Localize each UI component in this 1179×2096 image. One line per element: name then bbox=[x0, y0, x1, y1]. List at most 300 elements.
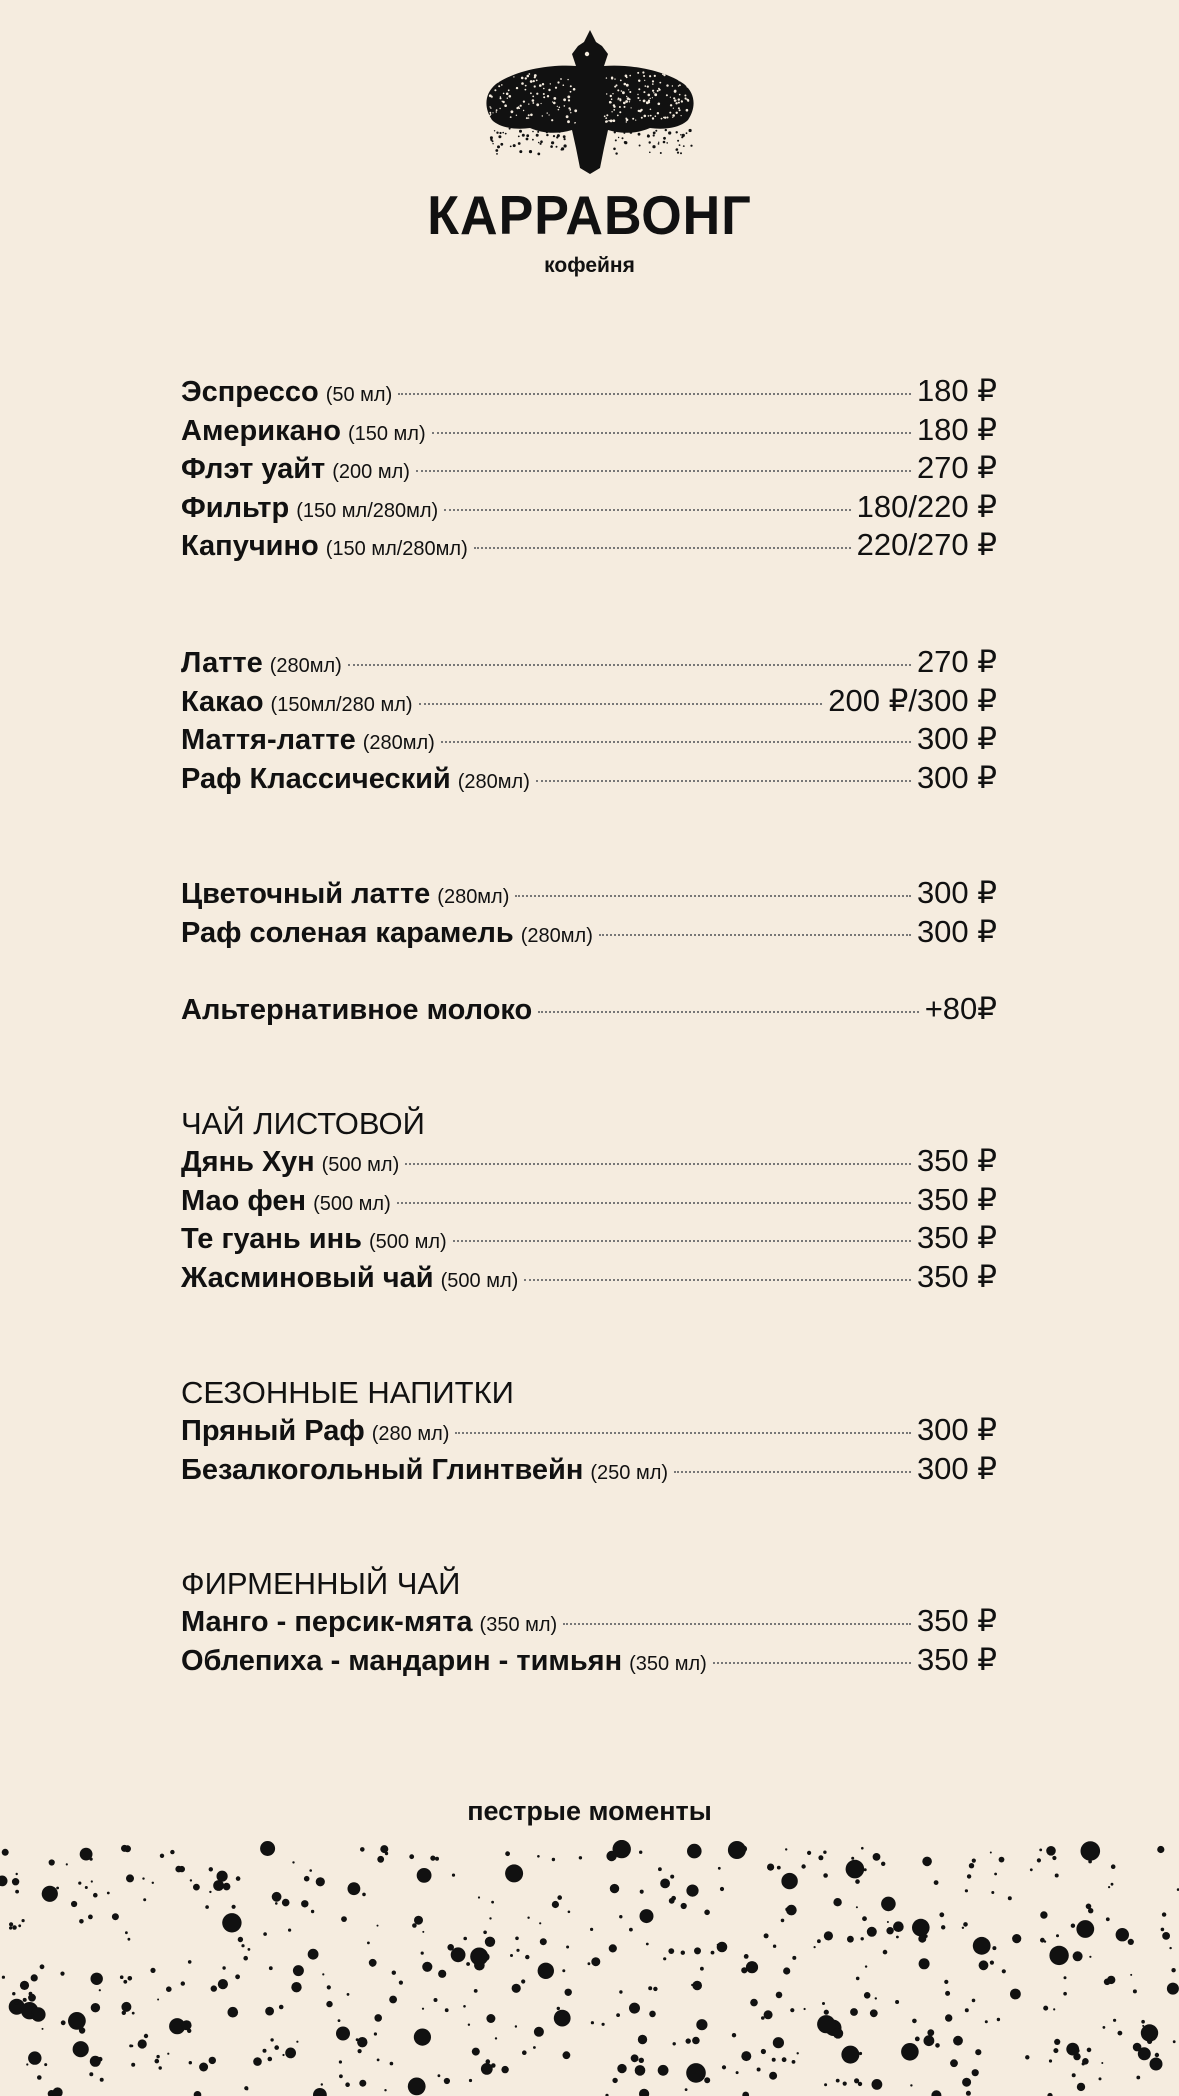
ink-speckle bbox=[241, 1944, 244, 1947]
ink-speckle bbox=[248, 1948, 251, 1951]
logo-dot bbox=[500, 97, 502, 99]
item-volume: (280 мл) bbox=[371, 1423, 450, 1445]
ink-speckle bbox=[268, 2057, 273, 2062]
logo-fringe-dot bbox=[668, 131, 671, 134]
logo-fringe-dot bbox=[679, 144, 681, 146]
logo-dot bbox=[626, 84, 629, 87]
logo-dot bbox=[502, 101, 504, 103]
logo-dot bbox=[623, 102, 626, 105]
ink-speckle bbox=[824, 1931, 833, 1940]
ink-speckle bbox=[438, 1970, 446, 1978]
ink-speckle bbox=[990, 1961, 994, 1965]
ink-speckle bbox=[68, 2012, 86, 2030]
ink-speckle bbox=[1162, 1932, 1170, 1940]
ink-speckle bbox=[717, 1942, 728, 1953]
ink-speckle bbox=[292, 1861, 294, 1863]
logo-dot bbox=[543, 96, 545, 98]
ink-speckle bbox=[1116, 1928, 1129, 1941]
dot-leader bbox=[474, 547, 851, 549]
logo-fringe-dot bbox=[653, 134, 655, 136]
logo-dot bbox=[659, 82, 661, 84]
ink-speckle bbox=[522, 2050, 527, 2055]
ink-speckle bbox=[282, 1899, 290, 1907]
ink-speckle bbox=[841, 2046, 859, 2064]
dot-leader bbox=[524, 1279, 911, 1281]
logo-dot bbox=[676, 112, 678, 114]
ink-speckle bbox=[345, 2082, 350, 2087]
logo-dot bbox=[528, 103, 529, 104]
ink-speckle bbox=[348, 1882, 361, 1895]
logo-dot bbox=[528, 73, 530, 75]
ink-speckle bbox=[541, 1971, 544, 1974]
item-name: Жасминовый чай bbox=[181, 1261, 434, 1294]
ink-speckle bbox=[746, 1961, 758, 1973]
ink-speckle bbox=[1055, 1874, 1059, 1878]
ink-speckle bbox=[16, 1873, 18, 1875]
logo-dot bbox=[618, 98, 620, 100]
ink-speckle bbox=[640, 1909, 654, 1923]
logo-dot bbox=[523, 110, 524, 111]
menu-item bbox=[181, 1259, 997, 1298]
ink-speckle bbox=[222, 1966, 225, 1969]
logo-fringe-dot bbox=[655, 130, 657, 132]
logo-fringe-dot bbox=[663, 137, 666, 140]
item-price: 180/220 ₽ bbox=[856, 488, 997, 524]
ink-speckle bbox=[617, 2064, 626, 2073]
ink-speckle bbox=[824, 2083, 827, 2086]
ink-speckle bbox=[901, 2043, 919, 2061]
logo-dot bbox=[516, 107, 518, 109]
logo-dot bbox=[496, 111, 497, 112]
logo-dot bbox=[534, 85, 536, 87]
ink-speckle bbox=[238, 1937, 243, 1942]
ink-speckle bbox=[631, 2054, 639, 2062]
dot-leader bbox=[563, 1623, 911, 1625]
dot-leader bbox=[455, 1432, 911, 1434]
ink-speckle bbox=[1088, 1908, 1093, 1913]
ink-speckle bbox=[14, 2001, 18, 2005]
ink-speckle bbox=[1155, 2053, 1159, 2057]
logo-dot bbox=[620, 80, 622, 82]
item-name: Пряный Раф bbox=[181, 1415, 365, 1447]
ink-speckle bbox=[15, 1890, 19, 1894]
ink-speckle bbox=[912, 2019, 917, 2024]
ink-speckle bbox=[859, 2052, 862, 2055]
ink-speckle bbox=[1002, 1969, 1006, 1973]
logo-dot bbox=[626, 96, 627, 97]
item-volume: (50 мл) bbox=[325, 384, 393, 406]
logo-fringe-dot bbox=[498, 135, 501, 138]
logo-fringe-dot bbox=[557, 134, 560, 137]
ink-speckle bbox=[270, 2038, 273, 2041]
logo-fringe-dot bbox=[545, 131, 547, 133]
ink-speckle bbox=[150, 1968, 155, 1973]
ink-speckle bbox=[1053, 2008, 1055, 2010]
logo-dot bbox=[642, 71, 644, 73]
dot-leader bbox=[536, 780, 911, 782]
ink-speckle bbox=[90, 2056, 101, 2067]
ink-speckle bbox=[658, 2065, 669, 2076]
ink-speckle bbox=[516, 1949, 519, 1952]
logo-fringe-dot bbox=[623, 132, 625, 134]
ink-speckle bbox=[896, 1936, 899, 1939]
menu-item bbox=[181, 412, 997, 451]
logo-dot bbox=[536, 103, 539, 106]
logo-dot bbox=[505, 77, 506, 78]
item-name: Те гуань инь bbox=[181, 1223, 362, 1255]
item-name: Латте bbox=[181, 647, 263, 679]
ink-speckle bbox=[339, 2074, 343, 2078]
logo-dot bbox=[648, 115, 650, 117]
section-title: ЧАЙ ЛИСТОВОЙ bbox=[181, 1106, 425, 1141]
ink-speckle bbox=[538, 1963, 554, 1979]
logo-dot bbox=[573, 88, 575, 90]
item-volume: (280мл) bbox=[437, 886, 510, 908]
ink-speckle bbox=[696, 2019, 707, 2030]
item-price: 300 ₽ bbox=[916, 875, 997, 910]
ink-speckle bbox=[610, 1884, 619, 1893]
ink-speckle bbox=[639, 2058, 644, 2063]
ink-speckle bbox=[336, 2027, 350, 2041]
menu-section-2 bbox=[181, 644, 997, 798]
logo-dot bbox=[566, 115, 569, 118]
ink-speckle bbox=[792, 1956, 796, 1960]
ink-speckle bbox=[144, 2034, 148, 2038]
ink-speckle bbox=[931, 2090, 941, 2096]
ink-speckle bbox=[539, 1922, 541, 1924]
logo-fringe-dot bbox=[686, 132, 688, 134]
logo-dot bbox=[504, 104, 507, 107]
logo-dot bbox=[523, 101, 525, 103]
logo-dot bbox=[643, 91, 645, 93]
ink-speckle bbox=[377, 2059, 380, 2062]
ink-speckle bbox=[663, 1957, 666, 1960]
ink-speckle bbox=[190, 1879, 192, 1881]
ink-speckle bbox=[552, 1901, 559, 1908]
ink-speckle bbox=[463, 1937, 467, 1941]
logo-dot bbox=[686, 109, 689, 112]
dot-leader bbox=[348, 664, 911, 666]
ink-speckle bbox=[534, 2027, 544, 2037]
logo-dot bbox=[657, 112, 659, 114]
logo-fringe-dot bbox=[529, 150, 532, 153]
item-price: 350 ₽ bbox=[916, 1181, 997, 1217]
logo-dot bbox=[611, 111, 612, 112]
logo-fringe-dot bbox=[537, 131, 539, 133]
logo-dot bbox=[495, 79, 497, 81]
logo-dot bbox=[497, 81, 499, 83]
item-price: 270 ₽ bbox=[916, 450, 997, 485]
ink-speckle bbox=[217, 1871, 228, 1882]
ink-speckle bbox=[157, 1999, 159, 2001]
ink-speckle bbox=[1167, 1983, 1179, 1995]
item-name: Мао фен bbox=[181, 1184, 307, 1217]
ink-speckle bbox=[817, 1939, 821, 1943]
ink-speckle bbox=[639, 1851, 642, 1854]
ink-speckle bbox=[481, 2063, 493, 2075]
ink-speckle bbox=[1056, 1934, 1059, 1937]
logo-fringe-dot bbox=[680, 134, 682, 136]
menu-section-3 bbox=[181, 875, 997, 952]
item-name: Капучино bbox=[181, 530, 319, 562]
ink-speckle bbox=[1043, 2006, 1048, 2011]
dot-leader bbox=[432, 432, 911, 434]
ink-speckle bbox=[591, 2021, 594, 2024]
ink-speckle bbox=[757, 2068, 761, 2072]
ink-speckle bbox=[873, 1853, 881, 1861]
ink-speckle bbox=[552, 1858, 555, 1861]
ink-speckle bbox=[527, 1917, 529, 1919]
logo-dot bbox=[618, 99, 619, 100]
ink-speckle bbox=[616, 2013, 620, 2017]
ink-speckle bbox=[1136, 2076, 1140, 2080]
ink-speckle bbox=[422, 1962, 432, 1972]
logo-fringe-dot bbox=[537, 153, 540, 156]
ink-speckle bbox=[123, 1980, 127, 1984]
ink-speckle bbox=[922, 1857, 932, 1867]
ink-speckle bbox=[804, 2008, 806, 2010]
ink-speckle bbox=[797, 2052, 799, 2054]
ink-speckle bbox=[99, 1989, 101, 1991]
ink-speckle bbox=[469, 2079, 472, 2082]
item-volume: (500 мл) bbox=[321, 1154, 400, 1176]
logo-dot bbox=[663, 117, 665, 119]
ink-speckle bbox=[854, 2078, 859, 2083]
ink-speckle bbox=[807, 1851, 811, 1855]
logo-dot bbox=[629, 101, 630, 102]
logo-dot bbox=[679, 94, 681, 96]
item-price: 300 ₽ bbox=[916, 1412, 997, 1447]
ink-speckle bbox=[304, 1876, 310, 1882]
ink-speckle bbox=[232, 1905, 236, 1909]
logo-dot bbox=[648, 94, 651, 97]
logo-dot bbox=[673, 108, 674, 109]
ink-speckle bbox=[629, 1928, 633, 1932]
ink-speckle bbox=[222, 1913, 241, 1932]
ink-speckle bbox=[788, 1874, 791, 1877]
ink-speckle bbox=[26, 2063, 28, 2065]
ink-speckle bbox=[692, 2037, 700, 2045]
ink-speckle bbox=[341, 1916, 347, 1922]
logo-dot bbox=[626, 121, 627, 122]
ink-speckle bbox=[685, 2088, 688, 2091]
logo-dot bbox=[684, 95, 686, 97]
ink-speckle bbox=[639, 2089, 649, 2096]
logo-dot bbox=[532, 96, 534, 98]
ink-speckle bbox=[66, 1863, 68, 1865]
logo-dot bbox=[613, 119, 616, 122]
ink-speckle bbox=[864, 1992, 871, 1999]
ink-speckle bbox=[653, 1987, 657, 1991]
logo-dot bbox=[637, 72, 639, 74]
ink-speckle bbox=[246, 2088, 248, 2090]
logo-dot bbox=[555, 87, 557, 89]
logo-dot bbox=[526, 117, 528, 119]
logo-fringe-dot bbox=[564, 144, 567, 147]
logo-dot bbox=[542, 115, 543, 116]
logo-fringe-dot bbox=[502, 132, 504, 134]
ink-speckle bbox=[924, 1935, 927, 1938]
ink-speckle bbox=[769, 2072, 777, 2080]
logo-dot bbox=[532, 99, 535, 102]
ink-speckle bbox=[773, 2037, 784, 2048]
logo-dot bbox=[557, 106, 558, 107]
logo-dot bbox=[521, 82, 524, 85]
ink-speckle bbox=[824, 2010, 829, 2015]
ink-speckle bbox=[358, 2049, 362, 2053]
ink-speckle bbox=[969, 1863, 974, 1868]
ink-speckle bbox=[1088, 1860, 1092, 1864]
ink-speckle bbox=[321, 2083, 323, 2085]
ink-speckle bbox=[658, 1867, 662, 1871]
ink-speckle bbox=[966, 2091, 971, 2096]
logo-fringe-dot bbox=[564, 138, 566, 140]
ink-speckle bbox=[1161, 1928, 1165, 1932]
menu-item bbox=[181, 1182, 997, 1221]
ink-speckle bbox=[409, 1854, 414, 1859]
logo-dot bbox=[536, 93, 538, 95]
logo-dot bbox=[605, 121, 607, 123]
logo-dot bbox=[654, 75, 656, 77]
ink-speckle bbox=[646, 1943, 649, 1946]
logo-dot bbox=[489, 106, 490, 107]
brand-subtitle: кофейня bbox=[544, 254, 635, 277]
logo-dot bbox=[496, 109, 498, 111]
item-name: Дянь Хун bbox=[181, 1146, 315, 1178]
logo-fringe-dot bbox=[665, 129, 667, 131]
ink-speckle bbox=[515, 2025, 517, 2027]
logo-fringe-dot bbox=[518, 136, 520, 138]
logo-fringe-dot bbox=[683, 145, 685, 147]
logo-dot bbox=[640, 109, 642, 111]
logo-dot bbox=[514, 70, 517, 73]
logo-dot bbox=[678, 107, 680, 109]
ink-speckle bbox=[120, 1975, 124, 1979]
logo-dot bbox=[672, 114, 675, 117]
ink-speckle bbox=[732, 2033, 736, 2037]
logo-dot bbox=[619, 98, 621, 100]
logo-dot bbox=[647, 86, 649, 88]
logo-dot bbox=[672, 85, 673, 86]
logo-dot bbox=[625, 75, 628, 78]
ink-speckle bbox=[112, 1913, 119, 1920]
ink-speckle bbox=[972, 1999, 976, 2003]
logo-dot bbox=[621, 90, 623, 92]
logo-dot bbox=[611, 77, 613, 79]
ink-speckle bbox=[9, 1922, 13, 1926]
logo-dot bbox=[605, 117, 607, 119]
ink-speckle bbox=[1010, 1989, 1021, 2000]
logo-dot bbox=[652, 117, 654, 119]
ink-speckle bbox=[1088, 1934, 1090, 1936]
logo-dot bbox=[491, 77, 494, 80]
logo-dot bbox=[629, 75, 631, 77]
ink-speckle bbox=[155, 2059, 160, 2064]
ink-speckle bbox=[1072, 2073, 1076, 2077]
ink-speckle bbox=[975, 2049, 981, 2055]
logo-dot bbox=[604, 115, 606, 117]
ink-speckle bbox=[681, 1951, 685, 1955]
ink-speckle bbox=[128, 1976, 133, 1981]
ink-speckle bbox=[235, 1974, 240, 1979]
menu-item bbox=[181, 914, 997, 953]
ink-speckle bbox=[390, 2062, 394, 2066]
ink-speckle bbox=[865, 1965, 867, 1967]
ink-speckle bbox=[540, 1938, 547, 1945]
logo-dot bbox=[606, 77, 607, 78]
ink-speckle bbox=[785, 1848, 787, 1850]
ink-speckle bbox=[486, 2014, 495, 2023]
ink-speckle bbox=[296, 2041, 298, 2043]
ink-speckle bbox=[843, 2082, 847, 2086]
ink-speckle bbox=[1113, 2019, 1116, 2022]
logo-fringe-dot bbox=[666, 142, 668, 144]
ink-speckle bbox=[1075, 2048, 1080, 2053]
logo-dot bbox=[525, 85, 527, 87]
logo-fringe-dot bbox=[540, 140, 543, 143]
logo-dot bbox=[528, 117, 529, 118]
ink-speckle bbox=[1082, 2058, 1089, 2065]
ink-speckle bbox=[660, 1879, 670, 1889]
logo-dot bbox=[653, 92, 654, 93]
ink-speckle bbox=[566, 1946, 569, 1949]
ink-speckle bbox=[466, 1962, 470, 1966]
ink-speckle bbox=[9, 1926, 12, 1929]
ink-speckle bbox=[673, 2042, 676, 2045]
item-volume: (280мл) bbox=[269, 655, 342, 677]
logo-fringe-dot bbox=[505, 133, 507, 135]
item-volume: (350 мл) bbox=[629, 1652, 707, 1675]
logo-dot bbox=[670, 104, 672, 106]
ink-speckle bbox=[861, 1937, 864, 1940]
ink-speckle bbox=[736, 2071, 739, 2074]
logo-fringe-dot bbox=[513, 144, 516, 147]
logo-fringe-dot bbox=[613, 148, 616, 151]
dot-leader bbox=[416, 470, 911, 472]
item-name: Облепиха - мандарин - тимьян bbox=[181, 1644, 623, 1677]
logo-fringe-dot bbox=[563, 135, 566, 138]
item-name: Манго - персик-мята bbox=[181, 1606, 473, 1638]
ink-speckle bbox=[1046, 1846, 1056, 1856]
ink-speckle bbox=[1077, 2083, 1085, 2091]
logo-dot bbox=[536, 80, 538, 82]
ink-speckle bbox=[1040, 1911, 1047, 1918]
ink-speckle bbox=[619, 1990, 622, 1993]
ink-speckle bbox=[814, 1946, 816, 1948]
ink-speckle bbox=[927, 2029, 934, 2036]
menu-item bbox=[181, 1642, 997, 1681]
ink-speckle bbox=[188, 1960, 192, 1964]
ink-speckle bbox=[972, 2069, 979, 2076]
logo-fringe-dot bbox=[680, 152, 682, 154]
logo-dot bbox=[560, 78, 562, 80]
logo-dot bbox=[489, 94, 492, 97]
ink-speckle bbox=[1173, 2040, 1176, 2043]
ink-speckle bbox=[223, 1883, 231, 1891]
ink-speckle bbox=[44, 2063, 47, 2066]
ink-speckle bbox=[182, 2020, 192, 2030]
logo-dot bbox=[678, 102, 680, 104]
logo-fringe-dot bbox=[677, 140, 679, 142]
logo-dot bbox=[570, 91, 572, 93]
ink-speckle bbox=[1076, 1920, 1094, 1938]
ink-speckle bbox=[269, 1966, 273, 1970]
logo-dot bbox=[619, 111, 621, 113]
ink-speckle bbox=[89, 2072, 93, 2076]
ink-speckle bbox=[377, 1925, 379, 1927]
ink-speckle bbox=[953, 2036, 963, 2046]
item-name: Американо bbox=[181, 414, 341, 447]
